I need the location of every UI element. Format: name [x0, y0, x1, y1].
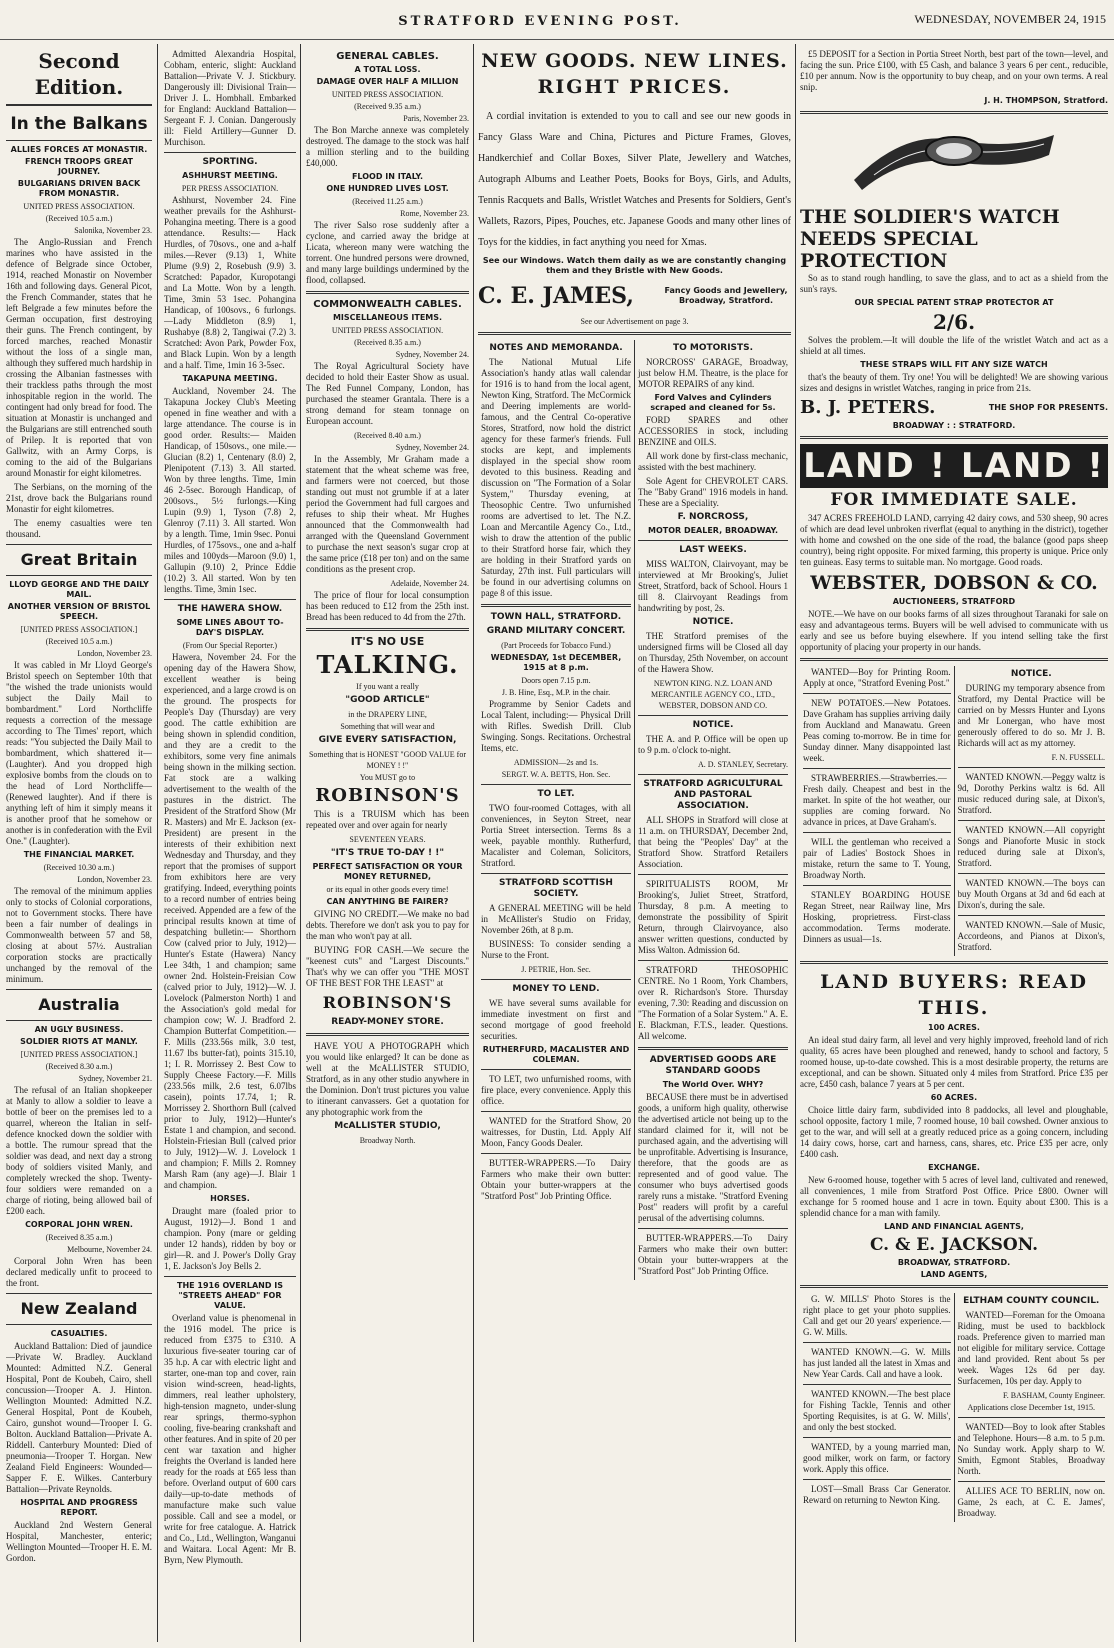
- ad-line: RUTHERFURD, MACALISTER AND COLEMAN.: [482, 1045, 630, 1064]
- ad-heading: THE 1916 OVERLAND IS "STREETS AHEAD" FOR VALUE.: [176, 1281, 283, 1310]
- received-time: (Received 10.5 a.m.): [45, 637, 113, 646]
- section-heading-balkans: In the Balkans: [10, 114, 148, 134]
- received-time: (Received 8.40 a.m.): [354, 431, 421, 440]
- ad-headline: FOR IMMEDIATE SALE.: [830, 490, 1078, 510]
- ad-body: NOTE.—We have on our books farms of all sizes throughout Taranaki for sale on easy and advantageous terms. Buyers will be well advised to communicate with us early and see us before buying elsewhere. If you intend selling take the first opportunity of placing your property in our hands.: [800, 609, 1108, 652]
- column-2: [164, 48, 296, 1642]
- received-time: (Received 10.30 a.m.): [43, 863, 115, 872]
- two-column-area-bottom: [800, 1293, 1108, 1522]
- subhead: CASUALTIES.: [50, 1329, 108, 1338]
- ad-body: SPIRITUALISTS ROOM, Mr Brooking's, Juliet Street, Stratford, Thursday, 8 p.m. A meeting to demonstrate the possibility of Spirit Return, through Clairvoyance, also answer written questions, conducted by Miss Walton. Admission 6d.: [638, 879, 788, 955]
- ad-line: READY-MONEY STORE.: [331, 1017, 444, 1027]
- column-rule: [300, 44, 301, 1642]
- subhead: CORPORAL JOHN WREN.: [25, 1220, 133, 1229]
- article-body: In the Assembly, Mr Graham made a statement that the wheat scheme was free, and farmers were not coerced, but those standing out must not grumble if at a later period the Government had full cargoes and refuses to ship their wheat. Mr Hughes announced that the Commonwealth had arranged with the Queensland Government to purchase the next season's sugar crop at the same price (£18 per ton) and on the same conditions as the present crop.: [306, 454, 469, 574]
- ad-body: £5 DEPOSIT for a Section in Portia Street North, best part of the town—level, and facing the sun. Price £100, with £5 Cash, and balance 3 years 6 per cent., reducible, £10 per annum. Now is the opportunity to buy cheap, and on your own terms. A real snip.: [800, 49, 1108, 92]
- newspaper-title: STRATFORD EVENING POST.: [398, 14, 682, 29]
- ad-line: LAND AND FINANCIAL AGENTS,: [884, 1222, 1024, 1231]
- section-heading-britain: Great Britain: [20, 550, 138, 569]
- ad-body: Solves the problem.—It will double the life of the wristlet Watch and act as a shield at all times.: [800, 335, 1108, 356]
- ad-heading: ADVERTISED GOODS ARE STANDARD GOODS: [649, 1055, 777, 1076]
- ad-robinsons-2: ROBINSON'S: [322, 993, 453, 1012]
- article-body: Draught mare (foaled prior to August, 1912)—J. Bond 1 and champion. Pony (mare or gelding under 12 hands), ridden by boy or girl—R. and J. Power's Dolly Gray 1, E. Jackson's Joy Bells 2.: [164, 1206, 296, 1271]
- ad-line: ADMISSION—2s and 1s.: [513, 758, 599, 767]
- ad-body: WANTED KNOWN.—Peggy waltz is 9d, Dorothy Perkins waltz is 6d. All music reduced during sale, at Dixon's, Stratford.: [957, 772, 1105, 815]
- ad-body: FORD SPARES and other ACCESSORIES in stock, including BENZINE and OILS.: [638, 415, 788, 447]
- ad-heading: STRATFORD SCOTTISH SOCIETY.: [499, 878, 613, 899]
- ad-line: See our Advertisement on page 3.: [580, 317, 689, 326]
- dateline: Adelaide, November 24.: [390, 579, 469, 588]
- ad-body: WE have several sums available for immediate investment on first and second mortgage of good freehold securities.: [481, 998, 631, 1041]
- received-time: (Received 8.30 a.m.): [45, 1062, 113, 1071]
- ad-line: A. D. STANLEY, Secretary.: [697, 760, 788, 769]
- article-body: The Royal Agricultural Society have decided to hold their Easter Show as usual. The Red Funnel Company, London, has purchased the steamer Grantala. There is a strong demand for steam tonnage on European account.: [306, 361, 469, 426]
- ad-body: WANTED KNOWN.—The boys can buy Mouth Organs at 3d and 6d each at Dixon's, during the sale.: [957, 878, 1105, 910]
- ad-peters-name: B. J. PETERS.: [800, 397, 936, 418]
- article-body: Corporal John Wren has been declared medically unfit to proceed to the front.: [6, 1256, 152, 1288]
- ad-land-banner: LAND ! LAND !: [800, 444, 1108, 488]
- ad-line: AUCTIONEERS, STRATFORD: [892, 597, 1016, 606]
- article-body: The Serbians, on the morning of the 21st, drove back the Bulgarians round Monastir for eight kilometres.: [6, 482, 152, 514]
- sub-column-right: [955, 1293, 1109, 1522]
- dateline: Salonika, November 23.: [74, 226, 152, 235]
- ad-body: BECAUSE there must be in advertised goods, a uniform high quality, otherwise the advertised article not being up to the standard claimed for it, will not be purchased again, and the advertising will be unprofitable. Advertising is Insurance, therefore, that the goods are as represented and of good value. The consumer who buys advertised goods rarely runs a mistake. "Stratford Evening Post" readers will profit by a careful perusal of the advertising columns.: [638, 1092, 788, 1223]
- dateline: Rome, November 23.: [400, 209, 469, 218]
- ad-line: IT'S NO USE: [350, 635, 425, 648]
- subhead: ALLIES FORCES AT MONASTIR.: [10, 145, 148, 154]
- two-column-area: [478, 340, 791, 1280]
- ad-line: in the DRAPERY LINE,: [348, 710, 427, 719]
- section-heading-nz: New Zealand: [20, 1299, 138, 1318]
- ad-heading: TO LET.: [537, 789, 575, 799]
- sub-column-right: [635, 340, 791, 1280]
- received-time: (Received 9.35 a.m.): [354, 102, 421, 111]
- ad-line: BROADWAY : : STRATFORD.: [892, 421, 1016, 430]
- ad-body: BUYING FOR CASH.—We secure the "keenest cuts" and "Largest Discounts." That's why we can offer you "THE MOST OF THE BEST FOR THE LEAST" at: [306, 945, 469, 988]
- section-heading-australia: Australia: [38, 995, 120, 1014]
- press-credit: PER PRESS ASSOCIATION.: [181, 184, 279, 193]
- article-body: It was cabled in Mr Lloyd George's Bristol speech on September 10th that "the wished the trade unionists would subject the Daily Mail to bombardment." Lord Northcliffe requests a correction of the message according to The Times' report, which reads: "You subjected the Daily Mail to bombardment, which shattered it—(Laughter). And you dropped high explosive bombs from the clouds on to the head of Lord Northcliffe—(Renewed laughter). And if there is anything left of him it simply means it is another proof that he somehow or another is in confederation with the Evil One." (Laughter).: [6, 660, 152, 846]
- edition-heading: Second Edition.: [6, 48, 152, 106]
- article-body: The price of flour for local consumption has been reduced to £12 from the 25th inst. Bread has been reduced to 4d from the 27th.: [306, 590, 469, 622]
- ad-body: WANTED for the Stratford Show, 20 waitresses, for Dustin, Ltd. Apply Alf Moon, Fancy Goods Dealer.: [481, 1116, 631, 1148]
- dateline: London, November 23.: [77, 649, 152, 658]
- ad-body: DURING my temporary absence from Stratford, my Dental Practice will be carried on by Messrs Hunter and Lyons and Mr Lonergan, who have most generously offered to do so. Mr J. B. Richards will act as my attorney.: [957, 683, 1105, 748]
- ad-price: 2/6.: [932, 310, 976, 334]
- ad-line: GIVE EVERY SATISFACTION,: [318, 735, 457, 745]
- ad-body: This is a TRUISM which has been repeated over and over again for nearly: [306, 809, 469, 830]
- subhead: FLOOD IN ITALY.: [351, 172, 424, 181]
- ad-body: HAVE YOU A PHOTOGRAPH which you would like enlarged? It can be done as well at the McALLISTER STUDIO, Stratford, as in any other studio anywhere in the Dominion. Don't trust pictures you value to itinerant canvassers. Get a quotation for any photographic work from the: [306, 1041, 469, 1117]
- press-credit: [UNITED PRESS ASSOCIATION.]: [20, 625, 138, 634]
- ad-headline: THE SOLDIER'S WATCH: [800, 206, 1060, 228]
- ad-body: WANTED KNOWN.—All copyright Songs and Pianoforte Music in stock reduced during sale at Dixon's, Stratford.: [957, 825, 1105, 868]
- ad-body: NORCROSS' GARAGE, Broadway, just below H.M. Theatre, is the place for MOTOR REPAIRS of any kind.: [638, 357, 788, 389]
- ad-line: J. H. THOMPSON, Stratford.: [984, 96, 1108, 105]
- ad-line: WEDNESDAY, 1st DECEMBER, 1915 at 8 p.m.: [490, 653, 622, 672]
- ad-body: Choice little dairy farm, subdivided into 8 paddocks, all level and ploughable, school opposite, factory 1 mile, 7 roomed house, 10 bail cowshed. Owner anxious to get to the war, and will sell at a greatly reduced price as a going concern, including 14 dairy cows, horse, cart and harness, cans, shares, etc. Price £35 per acre, only £400 cash.: [800, 1105, 1108, 1159]
- issue-date: WEDNESDAY, NOVEMBER 24, 1915: [914, 12, 1106, 26]
- ad-headline: LAND BUYERS: READ THIS.: [820, 971, 1088, 1019]
- dateline: Melbourne, November 24.: [67, 1245, 152, 1254]
- ad-body: New 6-roomed house, together with 5 acres of level land, cultivated and renewed, all conveniences, 1 mile from Stratford Post Office. Price £800. Owner will exchange for 5 roomed house and 1 acre in town. Equity about £300. This is a splendid chance for a man with family.: [800, 1175, 1108, 1218]
- ad-body: BUSINESS: To consider sending a Nurse to the Front.: [481, 939, 631, 960]
- article-body: Hawera, November 24. For the opening day of the Hawera Show, excellent weather is being experienced, and a large crowd is on the ground. The prospects for People's Day (Thursday) are very good. The cattle exhibition are being shown in splendid condition, and they are a credit to the exhibitors, some very fine animals being shown in the milking section. Fat stock are a walking advertisement to the wealth of the pastures in the district. The President of the Stratford Show (Mr R. Masters) and Mr E. Jackson (ex-President) are present in the interests of their exhibition next Wednesday and Thursday, and they report that the promises of support from exhibitors here are very gratifying. Indeed, everything points to a record number of entries being received. Appended are a few of the principal results known at time of despatching bulletin:— Shorthorn Cow (calved prior to July, 1912)—Hunter's Estate (Hawera) Nancy Lee 34th, 1 and champion; same owner 2nd. Holstein-Freisian Cow (calved prior to July, 1912)—W. J. Lovelock (Palmerston North) 1 and the Association's gold medal for champion cow; W. J. Bradford 2. Champion Butterfat Competition.—F. Mills (233.56s milk, 3.0 test, 11.67 lbs butter-fat), points 315.10, 1; I. R. Morrissey 2. Best Cow to Supply Cheese Factory.—F. Mills (233.56s milk, 2.6 test, 6.07lbs casein), points 17.74, 1; R. Morrissey 2. Shorthorn Bull (calved prior to July, 1912)—Hunter's Estate 1 and champion, and second. Holstein-Friesian Bull (calved prior to July, 1912)—W. J. Lovelock 1 and champion; F. Mills 2. Romney Marsh Ram (any age)—J. Blair 1 and champion.: [164, 652, 296, 1190]
- ad-body: WANTED—Boy to look after Stables and Telephone. Hours—8 a.m. to 5 p.m. No Sunday work. Apply sharp to W. Smith, Egmont Stables, Broadway North.: [957, 1422, 1105, 1476]
- ad-body: TWO four-roomed Cottages, with all conveniences, in Seyton Street, near Portia Street intersection. Terms 8s a week, payable monthly. Rutherfurd, Macalister and Coleman, Solicitors, Stratford.: [481, 803, 631, 868]
- ad-line: SEVENTEEN YEARS.: [349, 835, 426, 844]
- subhead: HOSPITAL AND PROGRESS REPORT.: [20, 1498, 138, 1517]
- subhead: DAMAGE OVER HALF A MILLION: [316, 77, 459, 86]
- two-column-area: [800, 666, 1108, 956]
- ad-body: WANTED KNOWN.—The best place for Fishing Tackle, Tennis and other Sporting Requisites, is at G. W. Mills', and only the best stocked.: [803, 1389, 951, 1432]
- ad-body: that's the beauty of them. Try one! You will be delighted! We are showing various sizes and designs in wristlet Watches, ranging in price from 21s.: [800, 372, 1108, 393]
- subhead: LLOYD GEORGE AND THE DAILY MAIL.: [9, 580, 149, 599]
- ad-line: GRAND MILITARY CONCERT.: [486, 626, 626, 636]
- subhead: BULGARIANS DRIVEN BACK FROM MONASTIR.: [17, 179, 141, 198]
- watch-strap-icon: [844, 120, 1064, 200]
- article-body: The removal of the minimum applies only to stocks of Colonial corporations, not to Government stocks. There have been a fair number of dealings in Commonwealth between 57 and 58, closing at about 57½. Australian corporation stocks are practically unchanged by the removal of the minimum.: [6, 886, 152, 984]
- ad-headline: NEW GOODS. NEW LINES.: [481, 50, 788, 72]
- ad-line: SERGT. W. A. BETTS, Hon. Sec.: [501, 770, 611, 779]
- ad-heading: NOTICE.: [1010, 669, 1052, 679]
- ad-line: See our Windows. Watch them daily as we are constantly changing them and they Bristle with New Goods.: [482, 256, 787, 275]
- section-heading: COMMONWEALTH CABLES.: [313, 299, 462, 310]
- article-body: Admitted Alexandria Hospital, Cobham, enteric, slight: Auckland Battalion—Private V. J. Stickbury. Dangerously ill: Divisional Train—Driver J. L. Hombhall. Embarked for England: Auckland Battalion—Sergeant F. J. Conian. Dangerously ill: Field Artillery—Gunner D. Murchison.: [164, 49, 296, 147]
- ad-body: WANTED—Foreman for the Omoana Riding, must be used to backblock roads. Preference given to married man not eligible for military service. Cottage and land provided. Rent about 5s per week. Wages 12s 6d per day. Surfacemen, 10s per day. Apply to: [957, 1310, 1105, 1386]
- ad-line: 60 ACRES.: [930, 1093, 978, 1102]
- ad-webster-name: WEBSTER, DOBSON & CO.: [810, 572, 1098, 594]
- ad-body: STRAWBERRIES.—Strawberries.—Fresh daily. Cheapest and best in the market. In spite of the hot weather, our supplies are coming forward. No advance in prices, at Dave Graham's.: [803, 773, 951, 827]
- section-heading: GENERAL CABLES.: [336, 51, 439, 62]
- column-1: [6, 48, 152, 1642]
- ad-body: NEW POTATOES.—New Potatoes. Dave Graham has supplies arriving daily from Auckland and Manawatu. Green Peas coming to-morrow. Be in time for Sunday dinner. Many disappointed last week.: [803, 698, 951, 763]
- article-body: Auckland 2nd Western General Hospital, Manchester, enteric; Wellington Mounted—Trooper H. E. M. Gordon.: [6, 1520, 152, 1563]
- ad-line: F. NORCROSS,: [677, 512, 749, 522]
- subhead: AN UGLY BUSINESS.: [34, 1025, 124, 1034]
- ad-line: MOTOR DEALER, BROADWAY.: [647, 526, 779, 535]
- column-4: [478, 48, 791, 1642]
- ad-line: F. BASHAM, County Engineer.: [1002, 1391, 1105, 1400]
- article-body: The Anglo-Russian and French marines who have assisted in the defence of Belgrade since October, 1914, reached Monastir on November 16th and following days. General Picot, the French Commander, states that he left Belgrade a few minutes before the German occupation, first destroying their guns. The French contingent, by forced marches, reached Monastir without the loss of a single man, although they suffered much hardship in crossing the Albanian fastnesses with their trackless paths through the most inhospitable region in the world. The contingent had only bread for food. The situation at Monastir is unchanged and the Bulgarians are still entrenched south of Prilep. It is reported that von Gallwitz, with an Army Corps, is coming to the aid of the Bulgarians around Monastir for eight kilometres.: [6, 237, 152, 478]
- dateline: Sydney, November 21.: [78, 1074, 152, 1083]
- ad-line: THE SHOP FOR PRESENTS.: [988, 403, 1108, 412]
- ad-line: CAN ANYTHING BE FAIRER?: [326, 897, 449, 906]
- ad-body: WANTED, by a young married man, good milker, work on farm, or factory work. Apply this office.: [803, 1442, 951, 1474]
- ad-heading: NOTICE.: [692, 617, 734, 627]
- ad-body: WANTED KNOWN.—G. W. Mills has just landed all the latest in Xmas and New Year Cards. Call and have a look.: [803, 1347, 951, 1379]
- ad-line: 100 ACRES.: [928, 1023, 980, 1032]
- sub-column-left: [800, 666, 955, 956]
- ad-body: A GENERAL MEETING will be held in McAllister's Studio on Friday, November 26th, at 8 p.m.: [481, 903, 631, 935]
- ad-body: WILL the gentleman who received a pair of Ladies' Bostock Shoes in mistake, return the same to T. Young, Broadway North.: [803, 837, 951, 880]
- ad-line: McALLISTER STUDIO,: [334, 1121, 441, 1131]
- ad-line: J. B. Hine, Esq., M.P. in the chair.: [501, 688, 611, 697]
- ad-headline: NEEDS SPECIAL: [800, 228, 978, 250]
- press-credit: UNITED PRESS ASSOCIATION.: [331, 90, 444, 99]
- press-credit: UNITED PRESS ASSOCIATION.: [23, 202, 135, 211]
- ad-body: Programme by Senior Cadets and Local Talent, including:— Physical Drill with Rifles. Swedish Drill. Club Swinging. Songs. Recitations. Orchestral Items, etc.: [481, 699, 631, 753]
- ad-body: MISS WALTON, Clairvoyant, may be interviewed at Mr Brooking's, Juliet Street, Stratford, back of School. Hours 1 till 8. Clairvoyant Readings from handwriting by post, 2s.: [638, 559, 788, 613]
- subhead: SOLDIER RIOTS AT MANLY.: [20, 1037, 138, 1046]
- ad-body: A cordial invitation is extended to you to call and see our new goods in Fancy Glass Ware and China, Pictures and Picture Frames, Gloves, Handkerchief and Collar Boxes, Silver Plate, Jewellery and Watches, Autograph Albums and Leather Poets, Books for Boys, Girls, and Adults, Tennis Racquets and Balls, Wristlet Watches and Presents for Soldiers, Gent's Wallets, Razors, Pipes, Pouches, etc. Japanese Goods and many other lines of Toys for the kiddies, in fact anything you need for Xmas.: [478, 111, 791, 248]
- section-heading: SPORTING.: [202, 157, 258, 167]
- ad-heading: STRATFORD AGRICULTURAL AND PASTORAL ASSOCIATION.: [643, 779, 783, 811]
- ad-body: Overland value is phenomenal in the 1916 model. The price is reduced from £375 to £310. A luxurious five-seater touring car of 35 h.p. A car with electric light and starter, one-man top and cover, rain vision wind-screen, head-lights, dimmers, real leather upholstery, high-tension magneto, under-slung rear springs, thermo-syphon cooling, five-bearing crankshaft and other features. And in spite of 20 per cent war taxation and higher freights the Overland is landed here ready for the roads at £65 less than before. Overland output of 600 cars daily—up-to-date methods of manufacture make such value possible. Call and see a model, or write for free catalogue. A. Hatrick and Co., Ltd., Wellington, Wanganui and Waitara. Local Agent: Mr B. Byrn, New Plymouth.: [164, 1313, 296, 1565]
- ad-heading: NOTICE.: [692, 720, 734, 730]
- ad-line: BROADWAY, STRATFORD.: [897, 1258, 1011, 1267]
- ad-headline: RIGHT PRICES.: [537, 76, 732, 98]
- ad-body: THE Stratford premises of the undersigned firms will be Closed all day on Thursday, 25th November, on account of the Hawera Show.: [638, 631, 788, 674]
- ad-heading: ELTHAM COUNTY COUNCIL.: [963, 1296, 1100, 1306]
- dateline: Sydney, November 24.: [395, 443, 469, 452]
- subhead: THE FINANCIAL MARKET.: [23, 850, 135, 859]
- ad-line: "GOOD ARTICLE": [345, 695, 430, 705]
- ad-line: J. PETRIE, Hon. Sec.: [521, 965, 591, 974]
- article-body: The National Mutual Life Association's handy atlas wall calendar for 1916 is to hand from the local agent, Newton King, Stratford. The McCormick and Deering implements are world-famous, and the Central Co-operative Stores, Stratford, now hold the district agency for these farmer's friends. Full stocks are kept, and implements displayed in the special show room devoted to this business. Reading and discussion on "The Formation of a Solar System," Thursday evening, at Theosophic Centre. Two unfurnished rooms are advertised to let. The N.Z. Loan and Mercantile Agency Co., Ltd., wish to draw the attention of the public to their Stratford horse fair, which they are holding in their Stratford yards on Saturday, 27th inst. Full particulars will be found in our advertising columns on page 8 of this issue.: [481, 357, 631, 598]
- ad-line: or its equal in other goods every time!: [326, 885, 449, 894]
- ad-line: THESE STRAPS WILL FIT ANY SIZE WATCH: [860, 360, 1048, 369]
- column-rule: [157, 44, 158, 1642]
- ad-line: TOWN HALL, STRATFORD.: [490, 612, 622, 622]
- subhead: A TOTAL LOSS.: [354, 65, 421, 74]
- ad-james-name: C. E. JAMES,: [478, 283, 634, 309]
- ad-body: All work done by first-class mechanic, assisted with the best machinery.: [638, 451, 788, 472]
- ad-line: (Part Proceeds for Tobacco Fund.): [501, 641, 611, 650]
- ad-line: Fancy Goods and Jewellery, Broadway, Stratford.: [664, 286, 788, 305]
- ad-body: ALLIES ACE TO BERLIN, now on. Game, 2s each, at C. E. James', Broadway.: [957, 1486, 1105, 1518]
- column-3: [306, 48, 469, 1642]
- ad-body: WANTED—Boy for Printing Room. Apply at once, "Stratford Evening Post.": [803, 667, 951, 688]
- ad-line: Something that is HONEST "GOOD VALUE for MONEY ! !": [308, 750, 467, 770]
- watch-strap-illustration: [844, 120, 1064, 200]
- subhead: ASHHURST MEETING.: [182, 171, 278, 180]
- ad-heading: LAST WEEKS.: [679, 545, 747, 555]
- sub-column-right: [955, 666, 1109, 956]
- subhead: TAKAPUNA MEETING.: [182, 374, 278, 383]
- ad-line: You MUST go to: [359, 773, 416, 782]
- dateline: Paris, November 23.: [403, 114, 469, 123]
- ad-body: STRATFORD THEOSOPHIC CENTRE. No 1 Room, York Chambers, over R. Richardson's Store. Thursday evening, 7.30: Reading and discussion on "The Formation of a Solar System." A. E. E. Blackman, F.T.S., leader. Questions. All welcome.: [638, 965, 788, 1041]
- ad-line: NEWTON KING. N.Z. LOAN AND MERCANTILE AGENCY CO., LTD., WEBSTER, DOBSON AND CO.: [650, 679, 776, 710]
- article-body: Ashhurst, November 24. Fine weather prevails for the Ashhurst-Pohangina meeting. There is a good attendance. Results:— Hack Hurdles, of 70sovs., one and a-half miles.—Rever (9.13) 1, White Plume (9.9) 2, Rosebush (9.9) 3. Scratched: Papador, Kuropotangi and La Motte. Won by a length. Time, 3min 53 1sec. Pohangina Handicap, of 100sovs., 6 furlongs.—Lady Middleton (8.9) 1, Rushabye (8.8) 2, Tangiwai (7.2) 3. Scratched: Avon Park, Powder Fox, and Black Lupin. Won by a length and a half. Time, 1min 16 3-5sec.: [164, 195, 296, 370]
- section-heading: THE HAWERA SHOW.: [177, 604, 283, 614]
- reporter-credit: (From Our Special Reporter.): [182, 641, 278, 650]
- press-credit: UNITED PRESS ASSOCIATION.: [331, 326, 444, 335]
- article-body: The river Salso rose suddenly after a cyclone, and carried away the bridge at Licata, whereon many were watching the torrent. One hundred persons were drowned, and many large buildings undermined by the flood, collapsed.: [306, 220, 469, 285]
- ad-line: If you want a really: [356, 682, 419, 691]
- column-5: [800, 48, 1108, 1642]
- ad-line: OUR SPECIAL PATENT STRAP PROTECTOR AT: [854, 298, 1054, 307]
- dateline: Sydney, November 24.: [395, 350, 469, 359]
- ad-body: WANTED KNOWN.—Sale of Music, Accordeons, and Pianos at Dixon's, Stratford.: [957, 920, 1105, 952]
- article-body: Auckland Battalion: Died of jaundice—Private W. Bradley. Auckland Mounted: Admitted N.Z. General Hospital, Pont de Koubeh, Cairo, shell concussion—Trooper A. J. Hinton. Wellington Mounted: Admitted N.Z. General Hospital, Pont de Koubeh, Cairo, gunshot wound—Trooper I. G. Bolton. Auckland Battalion—Private A. Riddell. Canterbury Mounted: Died of pneumonia—Trooper T. Horgan. New Zealand Field Engineers: Wounded—Sapper F. E. Wilkes. Canterbury Battalion—Private Reynolds.: [6, 1341, 152, 1494]
- ad-line: Applications close December 1st, 1915.: [967, 1403, 1096, 1412]
- ad-line: Something that will wear and: [340, 722, 435, 731]
- column-rule: [473, 44, 474, 1642]
- ad-body: STANLEY BOARDING HOUSE Regan Street, near Railway line, Mrs Hosking, proprietress. First-class accommodation. Terms moderate. Dinners as usual—1s.: [803, 890, 951, 944]
- press-credit: [UNITED PRESS ASSOCIATION.]: [20, 1050, 138, 1059]
- subhead: ANOTHER VERSION OF BRISTOL SPEECH.: [7, 602, 151, 621]
- ad-robinsons: ROBINSON'S: [315, 785, 460, 806]
- ad-body: ALL SHOPS in Stratford will close at 11 a.m. on THURSDAY, December 2nd, that being the "Peoples' Day" at the Stratford Show. Stratford Retailers Association.: [638, 815, 788, 869]
- subhead: FRENCH TROOPS GREAT JOURNEY.: [25, 157, 133, 176]
- ad-line: The World Over. WHY?: [662, 1080, 764, 1089]
- column-rule: [795, 44, 796, 1642]
- ad-line: Broadway North.: [359, 1136, 416, 1145]
- ad-body: G. W. MILLS' Photo Stores is the right place to get your photo supplies. Call and get our 20 years' experience.—G. W. Mills.: [803, 1294, 951, 1337]
- article-body: The refusal of an Italian shopkeeper at Manly to allow a soldier to leave a bottle of beer on the premises led to a quarrel, whereon the Italian in self-defence knocked down the soldier with a bottle. The rumour spread that the soldier was dead, and next day a strong body of soldiers visited Manly, and completely wrecked the shop. Twenty-four soldiers were remanded on a charge of rioting, being allowed bail of £200 each.: [6, 1085, 152, 1216]
- article-body: The enemy casualties were ten thousand.: [6, 518, 152, 539]
- ad-title-talking: TALKING.: [316, 650, 459, 679]
- ad-line: F. N. FUSSELL.: [1051, 753, 1105, 762]
- dateline: London, November 23.: [77, 875, 152, 884]
- ad-jackson-name: C. & E. JACKSON.: [869, 1235, 1039, 1255]
- ad-heading: MONEY TO LEND.: [512, 984, 600, 994]
- ad-headline: PROTECTION: [800, 250, 948, 272]
- received-time: (Received 8.35 a.m.): [354, 338, 421, 347]
- section-heading: NOTES AND MEMORANDA.: [489, 343, 623, 353]
- masthead: [0, 0, 1114, 40]
- ad-body: BUTTER-WRAPPERS.—To Dairy Farmers who make their own butter: Obtain your butter-wrappers at the "Stratford Post" Job Printing Office.: [481, 1158, 631, 1201]
- received-time: (Received 10.5 a.m.): [45, 214, 113, 223]
- received-time: (Received 8.35 a.m.): [45, 1233, 113, 1242]
- subhead: MISCELLANEOUS ITEMS.: [332, 313, 443, 322]
- subhead: HORSES.: [210, 1194, 250, 1203]
- ad-body: Sole Agent for CHEVROLET CARS. The "Baby Grand" 1916 models in hand. These are a Speciality.: [638, 476, 788, 508]
- ad-body: 347 ACRES FREEHOLD LAND, carrying 42 dairy cows, and 530 sheep, 90 acres of which are dead level unbroken riverflat (equal to anything in the district), together with home and cowshed on the one side of the road, the balance (good paps sheep country), being right opposite. For mixed farming, this property is unique. Price only ten guineas. Easy terms to suitable man. No mortgage. Good roads.: [800, 513, 1108, 567]
- received-time: (Received 11.25 a.m.): [352, 197, 423, 206]
- ad-body: So as to stand rough handling, to save the glass, and to act as a shield from the sun's rays.: [800, 273, 1108, 294]
- ad-body: LOST—Small Brass Car Generator. Reward on returning to Newton King.: [803, 1484, 951, 1505]
- ad-body: GIVING NO CREDIT.—We make no bad debts. Therefore we don't ask you to pay for the man who won't pay at all.: [306, 909, 469, 941]
- ad-line: PERFECT SATISFACTION OR YOUR MONEY RETURNED,: [312, 862, 463, 881]
- ad-body: An ideal stud dairy farm, all level and very highly improved, freehold land of rich quality, 65 acres have been ploughed and renewed, handy to school and factory, 5 roomed house, up-to-date cowshed. This is a most desirable property, the returns are exceptional, and can be shown. Situated only 4 miles from Stratford. Price £35 per acre, £450 cash, balance 7 years at 5 per cent.: [800, 1035, 1108, 1089]
- ad-line: Ford Valves and Cylinders scraped and cleaned for 5s.: [650, 393, 776, 412]
- ad-body: TO LET, two unfurnished rooms, with fire place, every convenience. Apply this office.: [481, 1074, 631, 1106]
- ad-line: EXCHANGE.: [928, 1163, 980, 1172]
- article-body: The Bon Marche annexe was completely destroyed. The damage to the stock was half a million sterling and to the building £40,000.: [306, 125, 469, 168]
- ad-body: THE A. and P. Office will be open up to 9 p.m. o'clock to-night.: [638, 734, 788, 755]
- ad-line: "IT'S TRUE TO-DAY ! !": [330, 848, 445, 858]
- ad-line: LAND AGENTS,: [920, 1270, 988, 1279]
- subhead: ONE HUNDRED LIVES LOST.: [326, 184, 449, 193]
- subhead: SOME LINES ABOUT TO-DAY'S DISPLAY.: [176, 618, 284, 637]
- ad-line: Doors open 7.15 p.m.: [521, 676, 591, 685]
- article-body: Auckland, November 24. The Takapuna Jockey Club's Meeting opened in fine weather and with a large attendance. The course is in good order. Results:— Maiden Handicap, of 150sovs., one mile.—Glucian (8.2) 1, Centenary (8.0) 2, Plenipotent (7.13) 3. All started. Won by three lengths. Time, 1min 46 2-5sec. Borough Handicap, of 200sovs., 5½ furlongs.—King Lupin (9.9) 1, Tyson (7.8) 2, Glenroy (7.11) 3. All started. Won by a length. Time, 1min 9sec. Ponui Hurdles, of 175sovs., one and a-half miles and 100yds—Maroon (9.0) 1, Gallupin (9.10) 2, Prince Eddie (10.2) 3. All started. Won by ten lengths. Time, 3min 1sec.: [164, 386, 296, 594]
- sub-column-left: [800, 1293, 955, 1522]
- ad-body: BUTTER-WRAPPERS.—To Dairy Farmers who make their own butter: Obtain your butter-wrappers at the "Stratford Post" Job Printing Office.: [638, 1233, 788, 1276]
- ad-heading: TO MOTORISTS.: [672, 343, 754, 353]
- sub-column-left: [478, 340, 635, 1280]
